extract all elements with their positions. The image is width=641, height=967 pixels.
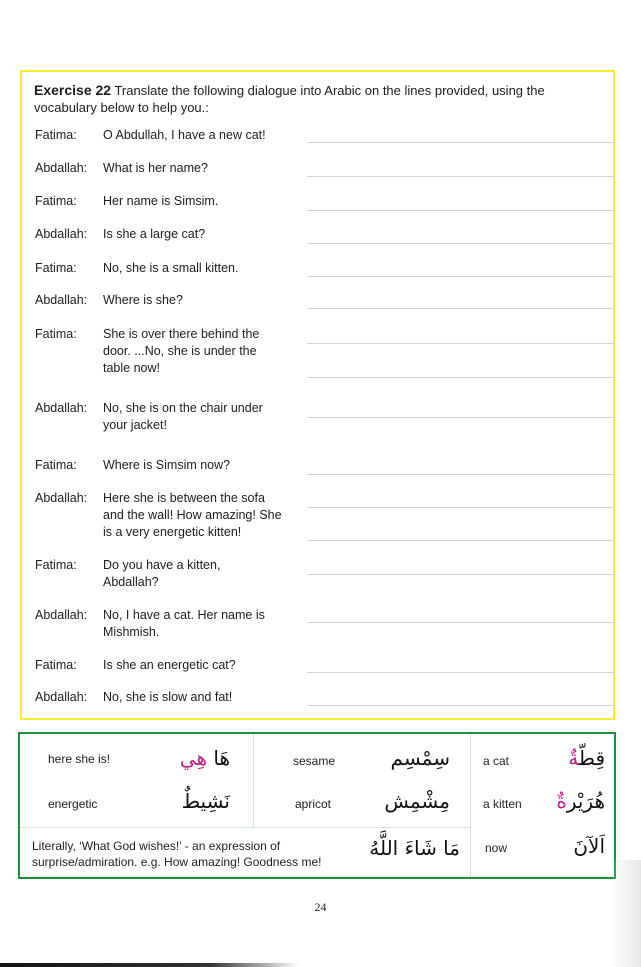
- vocab-english: energetic: [48, 797, 98, 811]
- answer-line[interactable]: [307, 507, 615, 508]
- speaker-label: Abdallah:: [35, 293, 88, 307]
- speaker-label: Abdallah:: [35, 161, 88, 175]
- speaker-label: Abdallah:: [35, 690, 88, 704]
- dialogue-text: She is over there behind the door. ...No, she is under the table now!: [103, 327, 260, 375]
- vocab-arabic: مِشْمِش: [384, 789, 450, 813]
- scan-edge-shadow: [611, 860, 641, 967]
- vocab-arabic: [540, 789, 605, 813]
- arabic-word-highlight: هِي: [179, 746, 207, 770]
- exercise-number: Exercise 22: [34, 82, 112, 98]
- vocab-english: a cat: [483, 754, 510, 768]
- answer-line[interactable]: [307, 343, 615, 344]
- speaker-label: Fatima:: [35, 458, 77, 472]
- arabic-word-highlight: ةٌ: [556, 789, 567, 813]
- dialogue-text: No, she is slow and fat!: [103, 690, 233, 704]
- answer-line[interactable]: [307, 142, 615, 143]
- vocab-arabic: [150, 746, 230, 770]
- vocab-english: now: [485, 841, 508, 855]
- answer-line[interactable]: [307, 276, 615, 277]
- answer-line[interactable]: [307, 377, 615, 378]
- speaker-label: Fatima:: [35, 194, 77, 208]
- exercise-heading: [34, 82, 604, 116]
- exercise-box: [20, 70, 615, 720]
- dialogue-text: Here she is between the sofa and the wall! How amazing! She is a very energetic kitten!: [103, 491, 282, 539]
- answer-line[interactable]: [307, 574, 615, 575]
- speaker-label: Fatima:: [35, 658, 77, 672]
- dialogue-text: Her name is Simsim.: [103, 194, 219, 208]
- answer-line[interactable]: [307, 176, 615, 177]
- answer-line[interactable]: [307, 474, 615, 475]
- vocab-arabic: [540, 746, 605, 770]
- dialogue-text: No, she is on the chair under your jacket!: [103, 401, 263, 432]
- speaker-label: Abdallah:: [35, 401, 88, 415]
- vocab-arabic: نَشِيطٌ: [181, 789, 230, 813]
- dialogue-text: Where is she?: [103, 293, 183, 307]
- dialogue-text: No, she is a small kitten.: [103, 261, 239, 275]
- expression-note: Literally, ‘What God wishes!’ - an expression of surprise/admiration. e.g. How amazing! Goodness me!: [32, 839, 322, 869]
- dialogue-text: Is she a large cat?: [103, 227, 206, 241]
- answer-line[interactable]: [307, 622, 615, 623]
- dialogue-text: Is she an energetic cat?: [103, 658, 236, 672]
- vocab-arabic: اَلآنَ: [573, 834, 605, 858]
- dialogue-text: Where is Simsim now?: [103, 458, 231, 472]
- dialogue-text: O Abdullah, I have a new cat!: [103, 128, 266, 142]
- vocab-divider: [470, 734, 471, 877]
- arabic-word: هُرَيْر: [566, 789, 605, 813]
- answer-line[interactable]: [307, 540, 615, 541]
- dialogue-text: Do you have a kitten, Abdallah?: [103, 558, 221, 589]
- answer-line[interactable]: [307, 705, 615, 706]
- vocab-divider: [20, 827, 470, 828]
- vocab-english: sesame: [293, 754, 336, 768]
- speaker-label: Abdallah:: [35, 491, 88, 505]
- vocabulary-box: [18, 732, 616, 879]
- answer-line[interactable]: [307, 672, 615, 673]
- page-number: 24: [314, 900, 327, 914]
- vocab-english: apricot: [295, 797, 332, 811]
- exercise-instruction: Translate the following dialogue into Arabic on the lines provided, using the vocabulary below to help you.:: [34, 83, 545, 115]
- arabic-word: هَا: [213, 746, 230, 770]
- speaker-label: Fatima:: [35, 261, 77, 275]
- speaker-label: Abdallah:: [35, 608, 88, 622]
- answer-line[interactable]: [307, 210, 615, 211]
- vocab-english: here she is!: [48, 752, 111, 766]
- answer-line[interactable]: [307, 243, 615, 244]
- vocab-arabic: سِمْسِم: [390, 746, 450, 770]
- answer-line[interactable]: [307, 308, 615, 309]
- arabic-word-highlight: ةٌ: [568, 746, 580, 770]
- dialogue-text: What is her name?: [103, 161, 208, 175]
- speaker-label: Fatima:: [35, 128, 77, 142]
- vocab-english: a kitten: [483, 797, 522, 811]
- arabic-word: قِطّ: [579, 746, 605, 770]
- speaker-label: Fatima:: [35, 327, 77, 341]
- answer-line[interactable]: [307, 417, 615, 418]
- speaker-label: Abdallah:: [35, 227, 88, 241]
- expression-arabic: مَا شَاءَ اللَّهُ: [369, 836, 460, 860]
- dialogue-text: No, I have a cat. Her name is Mishmish.: [103, 608, 265, 639]
- speaker-label: Fatima:: [35, 558, 77, 572]
- scan-edge-shadow: [0, 963, 300, 967]
- vocab-divider: [253, 734, 254, 827]
